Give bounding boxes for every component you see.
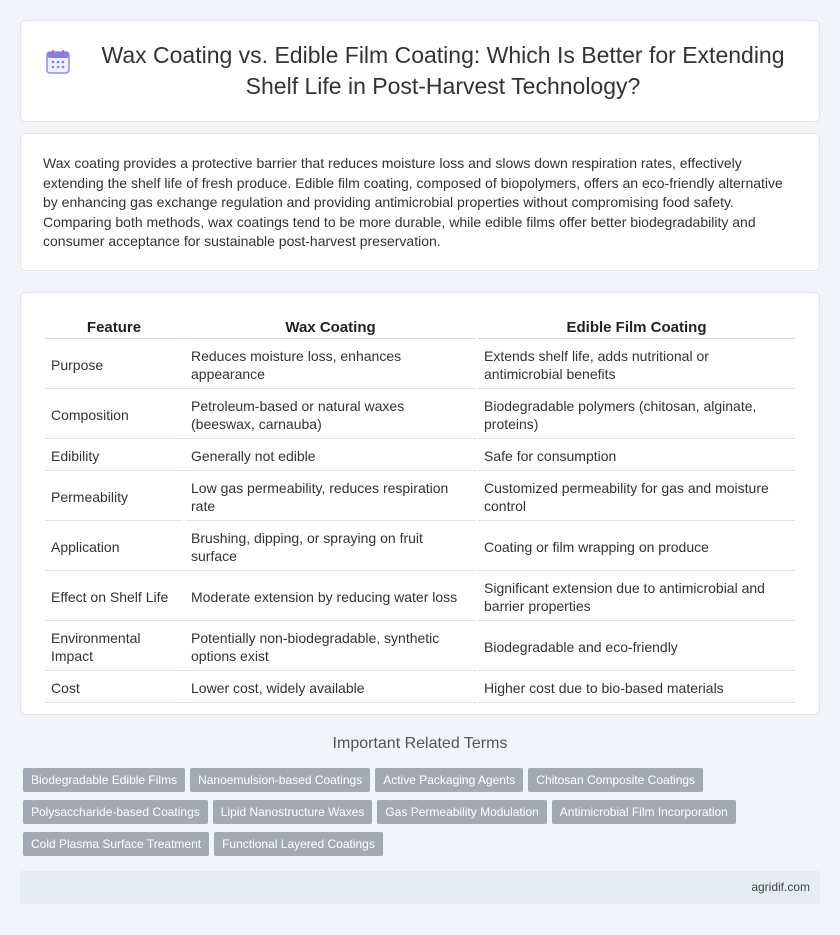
table-row bbox=[45, 523, 795, 571]
table-cell: Composition bbox=[45, 391, 183, 439]
related-terms-tags bbox=[23, 768, 823, 864]
tag-link[interactable]: Cold Plasma Surface Treatment bbox=[23, 832, 209, 856]
table-cell: Application bbox=[45, 523, 183, 571]
calendar-icon bbox=[45, 49, 71, 75]
comparison-table bbox=[43, 313, 797, 705]
tag-link[interactable]: Nanoemulsion-based Coatings bbox=[190, 768, 370, 792]
table-cell: Environmental Impact bbox=[45, 623, 183, 671]
table-header-row bbox=[45, 315, 795, 339]
table-cell: Significant extension due to antimicrobial and barrier properties bbox=[478, 573, 795, 621]
intro-card bbox=[20, 133, 820, 271]
page-title: Wax Coating vs. Edible Film Coating: Which Is Better for Extending Shelf Life in Post-Harvest Technology? bbox=[101, 42, 785, 99]
table-row bbox=[45, 673, 795, 703]
table-cell: Lower cost, widely available bbox=[185, 673, 476, 703]
tag-link[interactable]: Biodegradable Edible Films bbox=[23, 768, 185, 792]
tag-link[interactable]: Lipid Nanostructure Waxes bbox=[213, 800, 373, 824]
column-header-edible: Edible Film Coating bbox=[478, 315, 795, 339]
table-cell: Potentially non-biodegradable, synthetic options exist bbox=[185, 623, 476, 671]
table-row bbox=[45, 391, 795, 439]
table-cell: Extends shelf life, adds nutritional or antimicrobial benefits bbox=[478, 341, 795, 389]
table-cell: Customized permeability for gas and moisture control bbox=[478, 473, 795, 521]
table-row bbox=[45, 341, 795, 389]
tag-link[interactable]: Chitosan Composite Coatings bbox=[528, 768, 703, 792]
tag-link[interactable]: Polysaccharide-based Coatings bbox=[23, 800, 208, 824]
table-cell: Effect on Shelf Life bbox=[45, 573, 183, 621]
table-cell: Coating or film wrapping on produce bbox=[478, 523, 795, 571]
table-cell: Biodegradable and eco-friendly bbox=[478, 623, 795, 671]
tag-link[interactable]: Functional Layered Coatings bbox=[214, 832, 383, 856]
table-cell: Reduces moisture loss, enhances appearance bbox=[185, 341, 476, 389]
tag-link[interactable]: Gas Permeability Modulation bbox=[377, 800, 546, 824]
footer bbox=[20, 871, 820, 904]
column-header-wax: Wax Coating bbox=[185, 315, 476, 339]
table-cell: Permeability bbox=[45, 473, 183, 521]
footer-site-link[interactable]: agridif.com bbox=[751, 880, 810, 894]
table-row bbox=[45, 441, 795, 471]
table-cell: Higher cost due to bio-based materials bbox=[478, 673, 795, 703]
table-cell: Safe for consumption bbox=[478, 441, 795, 471]
tag-link[interactable]: Active Packaging Agents bbox=[375, 768, 523, 792]
table-cell: Petroleum-based or natural waxes (beeswax, carnauba) bbox=[185, 391, 476, 439]
table-cell: Biodegradable polymers (chitosan, alginate, proteins) bbox=[478, 391, 795, 439]
table-cell: Edibility bbox=[45, 441, 183, 471]
table-row bbox=[45, 573, 795, 621]
table-row bbox=[45, 623, 795, 671]
table-cell: Brushing, dipping, or spraying on fruit surface bbox=[185, 523, 476, 571]
related-terms-heading: Important Related Terms bbox=[332, 735, 508, 752]
tag-link[interactable]: Antimicrobial Film Incorporation bbox=[552, 800, 736, 824]
table-cell: Purpose bbox=[45, 341, 183, 389]
intro-paragraph: Wax coating provides a protective barrier that reduces moisture loss and slows down respiration rates, effectively extending the shelf life of fresh produce. Edible film coating, composed of biopolymers, offers an eco-friendly alternative by enhancing gas exchange regulation and providing antimicrobial properties without compromising food safety. Comparing both methods, wax coatings tend to be more durable, while edible films offer better biodegradability and consumer acceptance for sustainable post-harvest preservation. bbox=[43, 155, 783, 249]
header-card bbox=[20, 20, 820, 122]
table-cell: Low gas permeability, reduces respiration rate bbox=[185, 473, 476, 521]
table-cell: Generally not edible bbox=[185, 441, 476, 471]
table-cell: Moderate extension by reducing water loss bbox=[185, 573, 476, 621]
comparison-table-card bbox=[20, 292, 820, 715]
table-row bbox=[45, 473, 795, 521]
table-cell: Cost bbox=[45, 673, 183, 703]
column-header-feature: Feature bbox=[45, 315, 183, 339]
